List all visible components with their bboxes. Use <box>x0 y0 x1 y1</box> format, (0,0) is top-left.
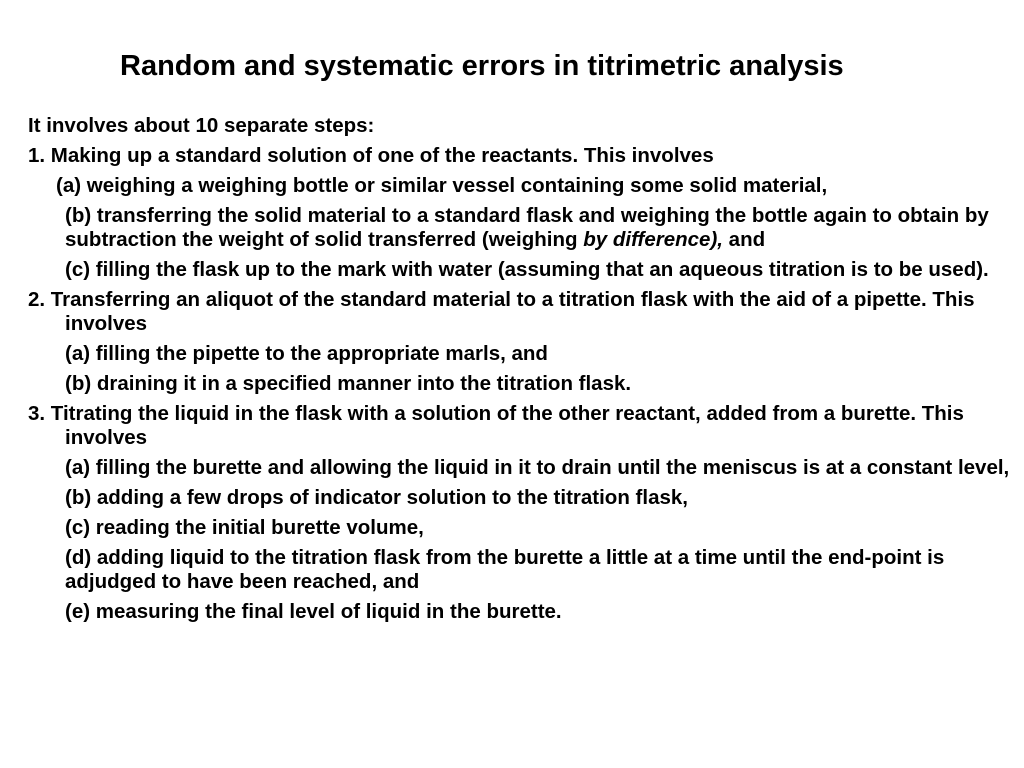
step-1a: (a) weighing a weighing bottle or similar vessel containing some solid material, <box>56 174 828 197</box>
step-3e: (e) measuring the final level of liquid in the burette. <box>65 600 562 623</box>
step-3b: (b) adding a few drops of indicator solution to the titration flask, <box>65 486 688 509</box>
slide-title: Random and systematic errors in titrimetric analysis <box>120 50 844 82</box>
step-2b: (b) draining it in a specified manner into the titration flask. <box>65 372 632 395</box>
step-3c: (c) reading the initial burette volume, <box>65 516 424 539</box>
step-1: 1. Making up a standard solution of one of the reactants. This involves <box>28 144 714 167</box>
step-1b-text: (b) transferring the solid material to a standard flask and weighing the bottle again to obtain by subtraction the weight of solid transferred (weighing <box>65 204 989 251</box>
step-1b <box>28 204 1012 252</box>
step-1b-tail: and <box>722 228 766 251</box>
slide-body <box>28 114 1012 630</box>
step-1b-emphasis: by difference), <box>583 228 723 251</box>
step-1c: (c) filling the flask up to the mark with water (assuming that an aqueous titration is to be used). <box>65 258 989 281</box>
intro-text: It involves about 10 separate steps: <box>28 114 375 137</box>
step-2a: (a) filling the pipette to the appropriate marls, and <box>65 342 548 365</box>
step-3: 3. Titrating the liquid in the flask with a solution of the other reactant, added from a burette. This involves <box>28 402 964 449</box>
step-2: 2. Transferring an aliquot of the standard material to a titration flask with the aid of a pipette. This involves <box>28 288 975 335</box>
step-3d: (d) adding liquid to the titration flask from the burette a little at a time until the end-point is adjudged to have been reached, and <box>65 546 945 593</box>
step-3a: (a) filling the burette and allowing the liquid in it to drain until the meniscus is at a constant level, <box>65 456 1010 479</box>
